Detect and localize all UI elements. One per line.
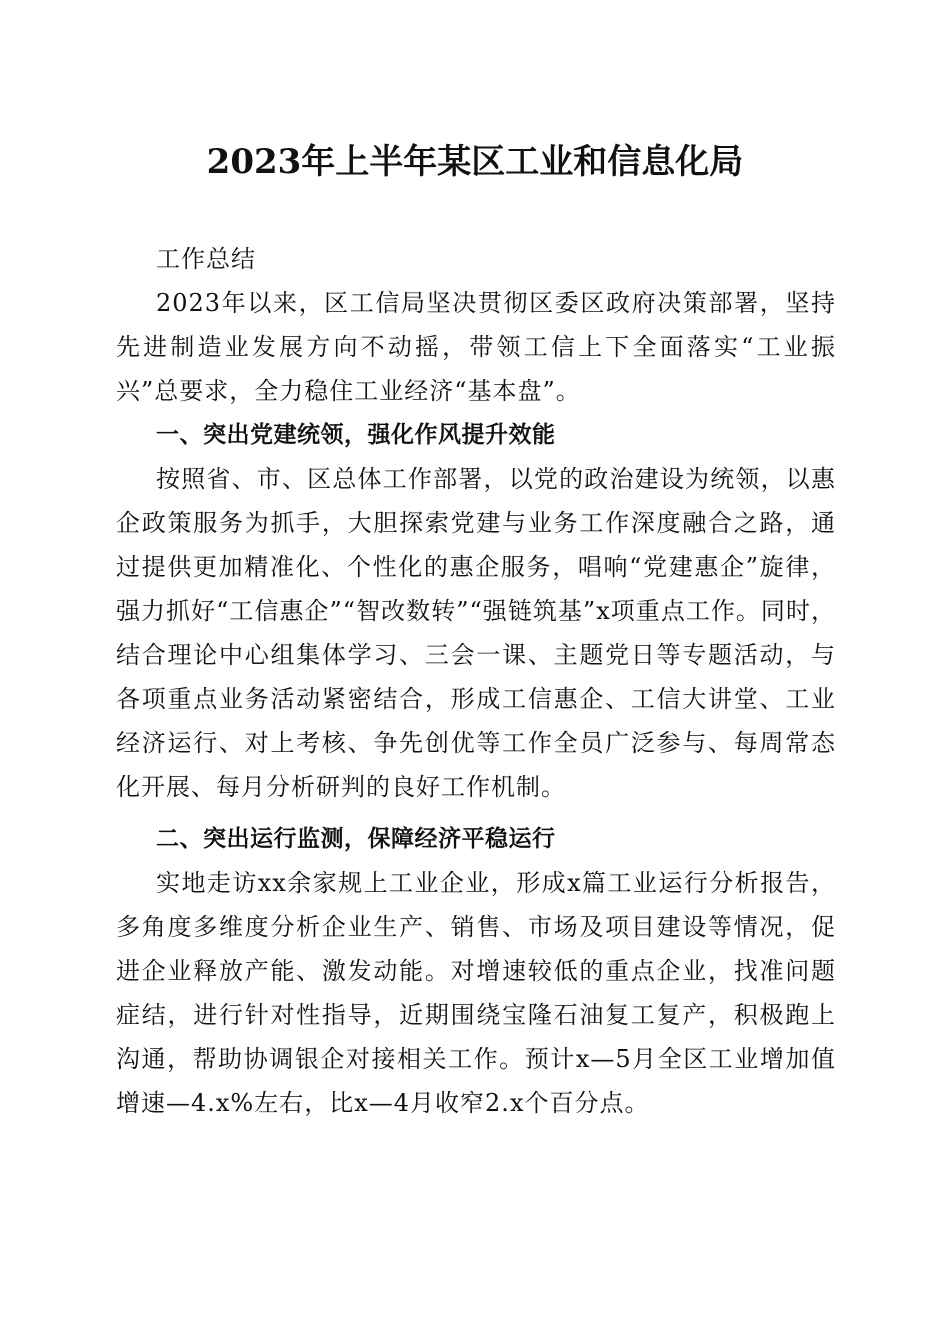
document-subtitle: 工作总结 — [156, 245, 256, 273]
intro-paragraph: 2023年以来，区工信局坚决贯彻区委区政府决策部署，坚持先进制造业发展方向不动摇，带领工信上下全面落实“工业振兴”总要求，全力稳住工业经济“基本盘”。 — [116, 289, 836, 405]
section-spacer — [116, 809, 836, 817]
section-1-heading: 一、突出党建统领，强化作风提升效能 — [156, 422, 556, 448]
document-title: 2023年上半年某区工业和信息化局 — [206, 142, 744, 182]
section-2-body: 实地走访xx余家规上工业企业，形成x篇工业运行分析报告，多角度多维度分析企业生产、销售、市场及项目建设等情况，促进企业释放产能、激发动能。对增速较低的重点企业，找准问题症结，进行针对性指导，近期围绕宝隆石油复工复产，积极跑上沟通，帮助协调银企对接相关工作。预计x—5月全区工业增加值增速—4.x%左右，比x—4月收窄2.x个百分点。 — [116, 869, 836, 1117]
section-1-body: 按照省、市、区总体工作部署，以党的政治建设为统领，以惠企政策服务为抓手，大胆探索党建与业务工作深度融合之路，通过提供更加精准化、个性化的惠企服务，唱响“党建惠企”旋律，强力抓好“工信惠企”“智改数转”“强链筑基”x项重点工作。同时，结合理论中心组集体学习、三会一课、主题党日等专题活动，与各项重点业务活动紧密结合，形成工信惠企、工信大讲堂、工业经济运行、对上考核、争先创优等工作全员广泛参与、每周常态化开展、每月分析研判的良好工作机制。 — [116, 465, 836, 801]
section-2-heading: 二、突出运行监测，保障经济平稳运行 — [156, 826, 556, 852]
document-body — [116, 237, 836, 1125]
